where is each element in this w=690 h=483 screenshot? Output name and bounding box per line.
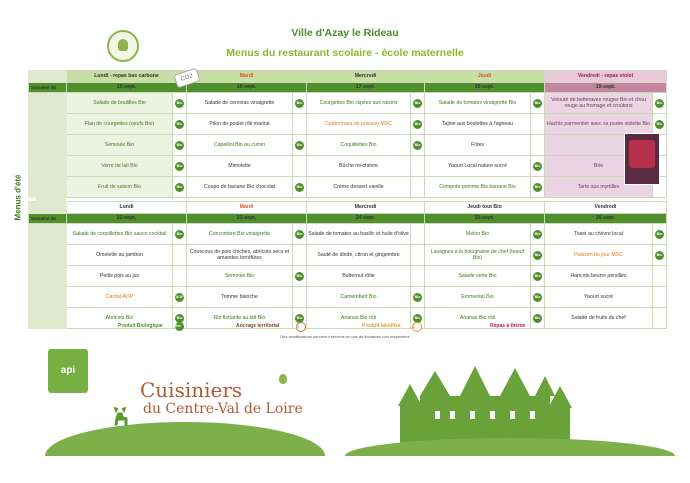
label-cell [293, 114, 307, 135]
dish-cell: Semoule Bio [187, 266, 293, 287]
date-cell: 22-sept. [67, 214, 187, 224]
label-cell [173, 93, 187, 114]
brand-title: Cuisiniers [140, 378, 243, 402]
dish-cell: Tajine aux boulettes à l'agneau [425, 114, 531, 135]
label-cell [293, 266, 307, 287]
label-cell [653, 114, 667, 135]
day-header: Lundi [67, 202, 187, 214]
dish-cell: Poisson du jour MSC [545, 245, 653, 266]
organic-icon: Bio [175, 162, 184, 171]
organic-icon: Bio [413, 120, 422, 129]
dish-cell: Omelette au jambon [67, 245, 173, 266]
legend-label: Produit labellisé [362, 323, 401, 329]
day-header: Mercredi [307, 202, 425, 214]
label-cell [411, 177, 425, 198]
organic-icon: Bio [413, 314, 422, 323]
week-number: Semaine 39 [29, 214, 67, 224]
dish-cell: Compote pomme Bio banane Bio [425, 177, 531, 198]
label-icon: AOP [175, 293, 184, 302]
menu-row [29, 245, 667, 266]
day-header: Vendredi - repas violet [545, 71, 667, 83]
dish-cell: Coupe de banane Bio chocolat [187, 177, 293, 198]
label-cell [653, 245, 667, 266]
label-cell [411, 135, 425, 156]
date-cell: 23-sept. [187, 214, 307, 224]
menu-row [29, 135, 667, 156]
organic-icon: Bio [175, 183, 184, 192]
api-logo: api [48, 349, 88, 393]
beetroot-dish-photo [624, 133, 660, 185]
dish-cell: Lasagnes à la bolognaise de chef (boeuf Bio) [425, 245, 531, 266]
organic-icon: Bio [655, 251, 664, 260]
organic-icon: Bio [295, 183, 304, 192]
label-icon: L [412, 322, 422, 332]
spacer [29, 156, 67, 177]
spacer [29, 224, 67, 245]
spacer [29, 93, 67, 114]
hill-illustration [45, 422, 325, 456]
label-cell [531, 224, 545, 245]
day-header: Mardi [187, 71, 307, 83]
spacer [29, 114, 67, 135]
organic-icon: Bio [533, 251, 542, 260]
label-cell [173, 224, 187, 245]
organic-icon: Bio [533, 293, 542, 302]
dish-cell: Petits pois au jus [67, 266, 173, 287]
dish-cell: Emmental Bio [425, 287, 531, 308]
label-cell [653, 266, 667, 287]
organic-icon: Bio [533, 314, 542, 323]
dish-cell: Velouté de betteraves rouges Bio et chou rouge au fromage et croûtons [545, 93, 653, 114]
date-cell: 15-sept. [67, 83, 187, 93]
date-cell: 19-sept. [545, 83, 667, 93]
dish-cell: Salade de tomates vinaigrette Bio [425, 93, 531, 114]
date-cell: 26-sept. [545, 214, 667, 224]
brand-subtitle: du Centre-Val de Loire [143, 401, 303, 417]
label-cell [173, 156, 187, 177]
dish-cell: Haricots beurre persillés [545, 266, 653, 287]
organic-icon: Bio [295, 272, 304, 281]
spacer [29, 202, 67, 214]
dish-cell: Salade de boulilles Bio [67, 93, 173, 114]
label-cell [411, 114, 425, 135]
organic-icon: Bio [175, 120, 184, 129]
label-cell [293, 156, 307, 177]
dish-cell: Salade verte Bio [425, 266, 531, 287]
label-cell [653, 224, 667, 245]
menu-row [29, 266, 667, 287]
disclaimer: Des modifications peuvent intervenir en cas de livraisons non respectées [280, 334, 410, 339]
label-cell [531, 245, 545, 266]
day-header: Jeudi tout Bio [425, 202, 545, 214]
dish-cell: Pilon de poulet rôti mariné [187, 114, 293, 135]
label-cell [293, 224, 307, 245]
label-cell [293, 93, 307, 114]
week1-menu-table [28, 70, 667, 198]
menu-row [29, 224, 667, 245]
organic-icon: Bio [533, 230, 542, 239]
dish-cell: Courgettes Bio râpées aux raisins [307, 93, 411, 114]
organic-icon: Bio [175, 141, 184, 150]
dish-cell: Ananas Bio rôti [425, 308, 531, 329]
menu-row [29, 114, 667, 135]
label-cell [173, 114, 187, 135]
dish-cell: Coquillettes Bio [307, 135, 411, 156]
week2-menu-table [28, 201, 667, 329]
label-cell [653, 93, 667, 114]
dish-cell: Flan de courgettes (oeufs Bio) [67, 114, 173, 135]
legend-theme: Repas à thème [490, 323, 526, 329]
spacer [29, 71, 67, 83]
dish-cell: Cantal AOP [67, 287, 173, 308]
label-cell [173, 266, 187, 287]
season-label: Menus d'été [13, 174, 23, 221]
label-cell [293, 135, 307, 156]
dish-cell: Abricots Bio [67, 308, 173, 329]
dish-cell: Mimolette [187, 156, 293, 177]
castle-illustration [390, 356, 580, 446]
label-cell [531, 156, 545, 177]
label-cell [173, 135, 187, 156]
label-cell [531, 114, 545, 135]
organic-icon: Bio [175, 322, 184, 331]
menu-row [29, 93, 667, 114]
label-cell [411, 266, 425, 287]
date-cell: 17-sept. [307, 83, 425, 93]
date-cell: 25-sept. [425, 214, 545, 224]
spacer [29, 287, 67, 308]
label-cell [411, 156, 425, 177]
organic-icon: Bio [295, 314, 304, 323]
deer-icon [110, 405, 130, 427]
label-cell [531, 93, 545, 114]
day-header: Mercredi [307, 71, 425, 83]
organic-icon: Bio [175, 99, 184, 108]
organic-icon: Bio [413, 141, 422, 150]
label-cell [293, 287, 307, 308]
spacer [29, 245, 67, 266]
legend-organic: Produit Biologique [118, 323, 163, 329]
organic-icon: Bio [295, 99, 304, 108]
dish-cell: Hachis parmentier avec sa purée violette Bio [545, 114, 653, 135]
label-cell [411, 287, 425, 308]
dish-cell: Frites [425, 135, 531, 156]
label-cell [173, 287, 187, 308]
menu-row [29, 177, 667, 198]
day-header: Mardi [187, 202, 307, 214]
territorial-icon: T [296, 322, 306, 332]
dish-cell: Salade de tomates au basilic et huile d'olive [307, 224, 411, 245]
day-header: Vendredi [545, 202, 667, 214]
dish-cell: Camembert Bio [307, 287, 411, 308]
legend-territorial: Ancrage territorial [236, 323, 280, 329]
dish-cell: Concombre Bio vinaigrette [187, 224, 293, 245]
dish-cell: Semoule Bio [67, 135, 173, 156]
spacer [29, 308, 67, 329]
day-header: Jeudi [425, 71, 545, 83]
organic-icon: Bio [295, 141, 304, 150]
label-cell [293, 177, 307, 198]
dish-cell: Capellini Bio au cumin [187, 135, 293, 156]
organic-icon: Bio [533, 272, 542, 281]
organic-icon: Bio [175, 230, 184, 239]
date-cell: 24-sept. [307, 214, 425, 224]
spacer [29, 135, 67, 156]
balloon-icon [279, 374, 287, 384]
dish-cell: Ananas Bio rôti [307, 308, 411, 329]
dish-cell: Bûche mi-chèvre [307, 156, 411, 177]
label-cell [531, 266, 545, 287]
label-cell [531, 177, 545, 198]
dish-cell: Riz flottante au lait Bio [187, 308, 293, 329]
organic-icon: Bio [413, 293, 422, 302]
label-cell [531, 287, 545, 308]
dish-cell: Toast au chèvre local [545, 224, 653, 245]
dish-cell: Tomme blanche [187, 287, 293, 308]
organic-icon: Bio [655, 99, 664, 108]
low-carbon-icon: CO2 [173, 68, 200, 89]
label-cell [173, 177, 187, 198]
organic-icon: Bio [175, 314, 184, 323]
spacer [29, 266, 67, 287]
dish-cell: Brie [545, 156, 653, 177]
city-title: Ville d'Azay le Rideau [291, 27, 399, 39]
label-cell [531, 308, 545, 329]
dish-cell: Fruit de saison Bio [67, 177, 173, 198]
dish-cell: Salade de fruits du chef [545, 308, 653, 329]
label-cell [411, 93, 425, 114]
dish-cell: Crème dessert vanille [307, 177, 411, 198]
menu-row [29, 287, 667, 308]
dish-cell: Salade de cervelas vinaigrette [187, 93, 293, 114]
dish-cell: Couscous de pois chiches, abricots secs et amandes torréfiées [187, 245, 293, 266]
label-cell [293, 245, 307, 266]
dish-cell: Melon Bio [425, 224, 531, 245]
label-cell [653, 287, 667, 308]
label-cell [173, 245, 187, 266]
dish-cell: Verre de lait Bio [67, 156, 173, 177]
dish-cell: Carbonnara de poisson MSC [307, 114, 411, 135]
label-cell [411, 224, 425, 245]
organic-icon: Bio [655, 230, 664, 239]
date-cell: 18-sept. [425, 83, 545, 93]
dish-cell: Tarte aux myrtilles [545, 177, 653, 198]
organic-icon: Bio [295, 230, 304, 239]
dish-cell: Butternut rôtie [307, 266, 411, 287]
day-header: Lundi - repas bas carbone [67, 71, 187, 83]
label-cell [653, 308, 667, 329]
dish-cell: Yaourt Local nature sucré [425, 156, 531, 177]
organic-icon: Bio [533, 162, 542, 171]
dish-cell: Salade de coquillettes Bio sauce cocktail [67, 224, 173, 245]
label-cell [531, 135, 545, 156]
organic-icon: Bio [533, 183, 542, 192]
week-number: Semaine 38 [29, 83, 67, 93]
menu-row [29, 156, 667, 177]
spacer [29, 177, 67, 198]
organic-icon: Bio [533, 99, 542, 108]
organic-icon: Bio [413, 99, 422, 108]
menu-subtitle: Menus du restaurant scolaire - école maternelle [226, 47, 464, 59]
organic-icon: Bio [655, 120, 664, 129]
dish-cell: Sauté de dinde, citron et gingembre [307, 245, 411, 266]
dish-cell: Yaourt sucré [545, 287, 653, 308]
label-cell [411, 245, 425, 266]
date-cell: 16-sept. [187, 83, 307, 93]
